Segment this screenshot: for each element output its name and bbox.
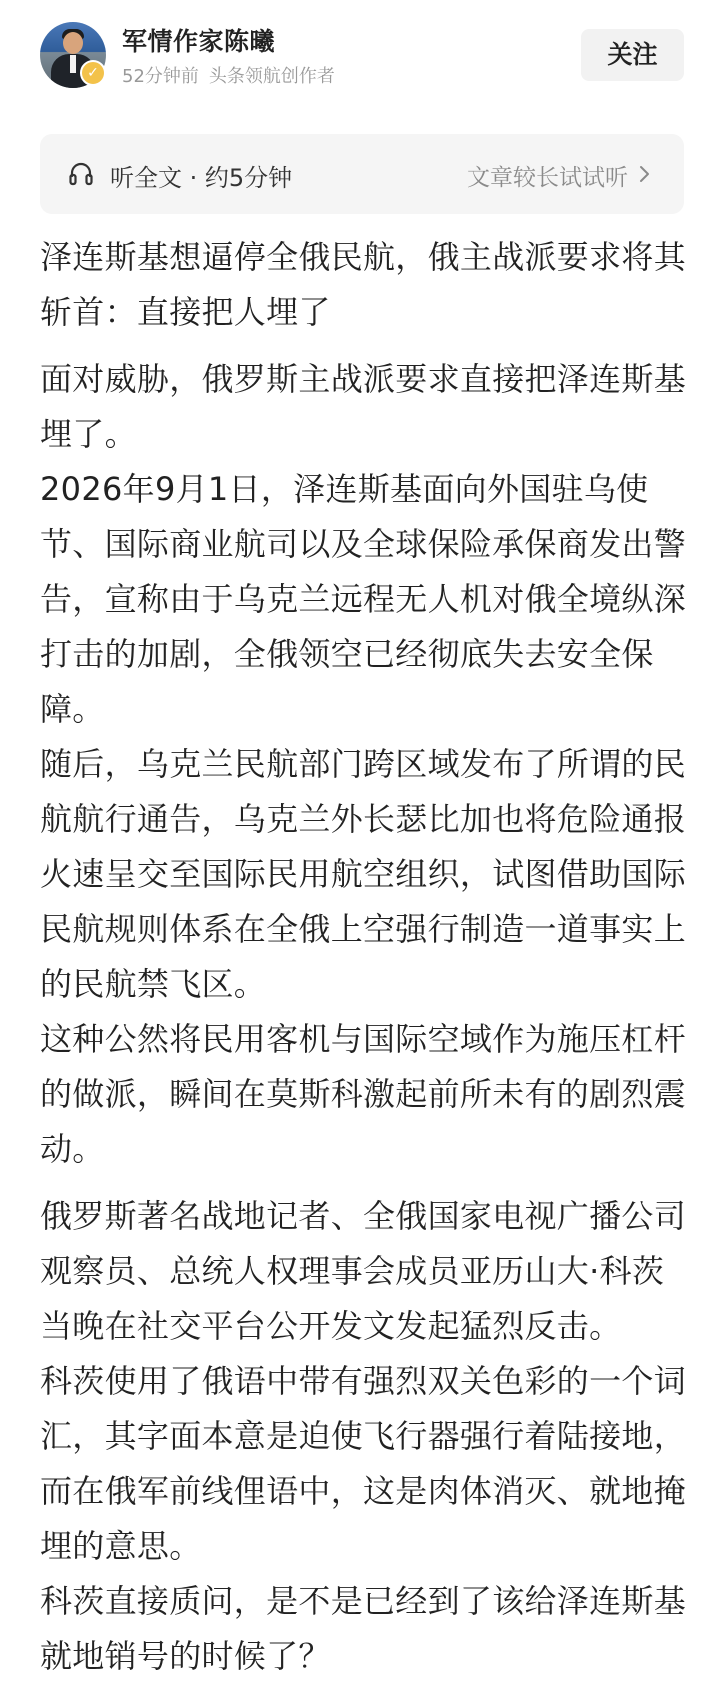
listen-label: 听全文 · 约5分钟: [110, 164, 293, 192]
headphone-icon: [68, 161, 94, 187]
author-title: 头条领航创作者: [208, 66, 335, 87]
article-paragraph: 科茨直接质问，是不是已经到了该给泽连斯基就地销号的时候了？: [40, 1582, 687, 1675]
post-time: 52分钟前: [122, 66, 199, 87]
article-paragraph: 这种公然将民用客机与国际空域作为施压杠杆的做派，瞬间在莫斯科激起前所未有的剧烈震动。: [40, 1020, 687, 1168]
article-title-paragraph: 泽连斯基想逼停全俄民航，俄主战派要求将其斩首：直接把人埋了: [40, 238, 687, 331]
verified-badge-icon: ✓: [80, 60, 106, 86]
chevron-right-icon: [636, 164, 654, 184]
article-body: [40, 230, 688, 1684]
article-paragraph: 面对威胁，俄罗斯主战派要求直接把泽连斯基埋了。: [40, 360, 687, 453]
avatar-head: [63, 32, 83, 54]
author-name[interactable]: 军情作家陈曦: [122, 27, 276, 56]
follow-button[interactable]: 关注: [581, 29, 684, 81]
article-paragraph: 2026年9月1日，泽连斯基面向外国驻乌使节、国际商业航司以及全球保险承保商发出警告，宣称由于乌克兰远程无人机对俄全境纵深打击的加剧，全俄领空已经彻底失去安全保障。: [40, 470, 687, 728]
article-header: [0, 0, 720, 110]
avatar-shirt: [70, 55, 76, 73]
post-meta: [122, 62, 335, 88]
listen-full-text-bar[interactable]: [40, 134, 684, 214]
listen-hint: 文章较长试试听: [467, 165, 628, 191]
article-paragraph: 随后，乌克兰民航部门跨区域发布了所谓的民航航行通告，乌克兰外长瑟比加也将危险通报火速呈交至国际民用航空组织，试图借助国际民航规则体系在全俄上空强行制造一道事实上的民航禁飞区。: [40, 745, 687, 1003]
article-paragraph: 俄罗斯著名战地记者、全俄国家电视广播公司观察员、总统人权理事会成员亚历山大·科茨当晚在社交平台公开发文发起猛烈反击。: [40, 1197, 687, 1345]
article-paragraph: 科茨使用了俄语中带有强烈双关色彩的一个词汇，其字面本意是迫使飞行器强行着陆接地，而在俄军前线俚语中，这是肉体消灭、就地掩埋的意思。: [40, 1362, 687, 1565]
